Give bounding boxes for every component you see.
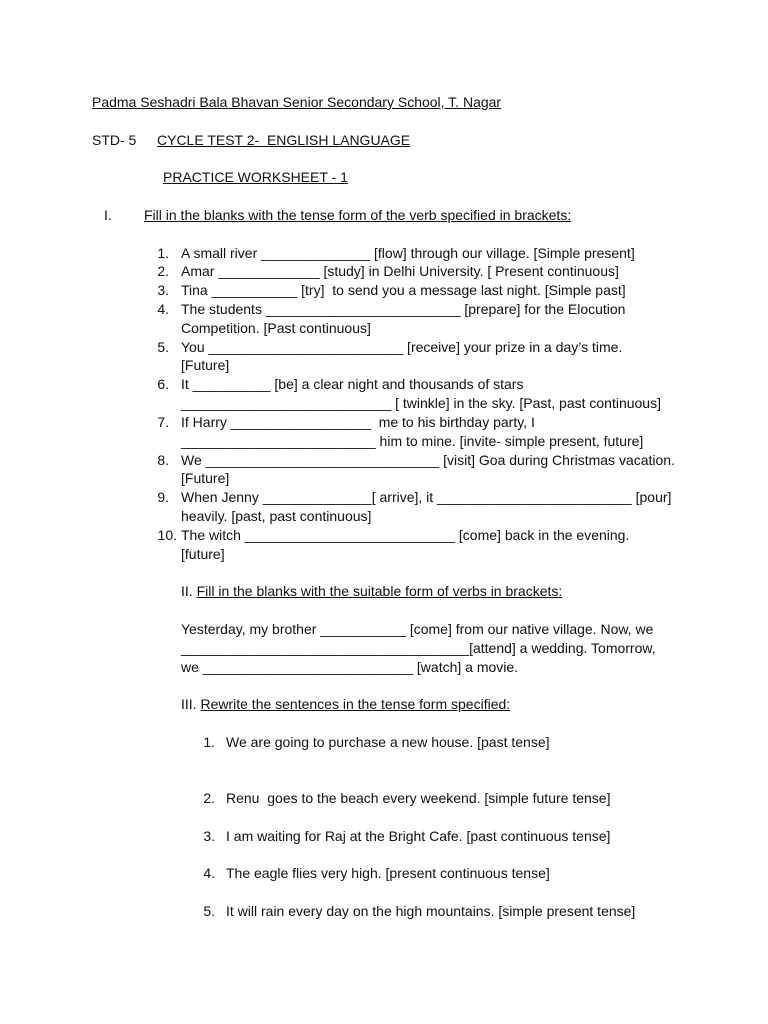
item-text: The eagle flies very high. [present continuous tense] [226,865,550,881]
test-title: CYCLE TEST 2- ENGLISH LANGUAGE [157,132,411,148]
item-text-continued: [future] [181,546,225,562]
school-name: Padma Seshadri Bala Bhavan Senior Secondary School, T. Nagar [92,94,502,110]
item-number: 3. [157,282,169,298]
paragraph-line: Yesterday, my brother ___________ [come] from our native village. Now, we [181,621,654,637]
item-text-continued: Competition. [Past continuous] [181,320,371,336]
section-1-heading: Fill in the blanks with the tense form of the verb specified in brackets: [144,207,572,223]
item-number: 10. [157,527,177,543]
item-text: A small river ______________ [flow] through our village. [Simple present] [181,245,635,261]
item-number: 1. [157,245,169,261]
item-text: Renu goes to the beach every weekend. [simple future tense] [226,790,611,806]
item-number: 2. [157,263,169,279]
item-number: 8. [157,452,169,468]
item-text: It will rain every day on the high mountains. [simple present tense] [226,903,636,919]
item-number: 4. [203,865,215,881]
section-2-numeral: II. [181,583,193,599]
item-number: 5. [157,339,169,355]
section-2-heading: Fill in the blanks with the suitable form of verbs in brackets: [196,583,563,599]
std-label: STD- 5 [92,132,137,148]
item-number: 7. [157,414,169,430]
item-text-continued: [Future] [181,470,230,486]
item-text: The students _________________________ [prepare] for the Elocution [181,301,626,317]
item-text: We are going to purchase a new house. [past tense] [226,734,550,750]
item-number: 1. [203,734,215,750]
item-number: 2. [203,790,215,806]
item-text-continued: heavily. [past, past continuous] [181,508,372,524]
item-text: The witch ___________________________ [come] back in the evening. [181,527,630,543]
item-text: We ______________________________ [visit] Goa during Christmas vacation. [181,452,675,468]
item-text: If Harry __________________ me to his birthday party, I [181,414,535,430]
item-text-continued: _________________________ him to mine. [invite- simple present, future] [181,433,644,449]
item-number: 5. [203,903,215,919]
item-text: You _________________________ [receive] your prize in a day’s time. [181,339,623,355]
section-2-heading-row [181,582,562,600]
paragraph-line: _____________________________________[attend] a wedding. Tomorrow, [181,640,656,656]
paragraph-line: we ___________________________ [watch] a movie. [181,659,519,675]
section-3-heading-row [181,695,510,713]
item-number: 3. [203,828,215,844]
item-text: Tina ___________ [try] to send you a message last night. [Simple past] [181,282,626,298]
item-text: When Jenny ______________[ arrive], it _________________________ [pour] [181,489,672,505]
item-text: It __________ [be] a clear night and thousands of stars [181,376,524,392]
section-3-numeral: III. [181,696,197,712]
worksheet-title: PRACTICE WORKSHEET - 1 [163,169,348,185]
section-3-heading: Rewrite the sentences in the tense form specified: [200,696,511,712]
item-number: 4. [157,301,169,317]
item-number: 6. [157,376,169,392]
item-text-continued: ___________________________ [ twinkle] in the sky. [Past, past continuous] [181,395,661,411]
item-text-continued: [Future] [181,357,230,373]
item-number: 9. [157,489,169,505]
section-1-numeral: I. [104,207,112,223]
item-text: Amar _____________ [study] in Delhi University. [ Present continuous] [181,263,619,279]
item-text: I am waiting for Raj at the Bright Cafe. [past continuous tense] [226,828,611,844]
